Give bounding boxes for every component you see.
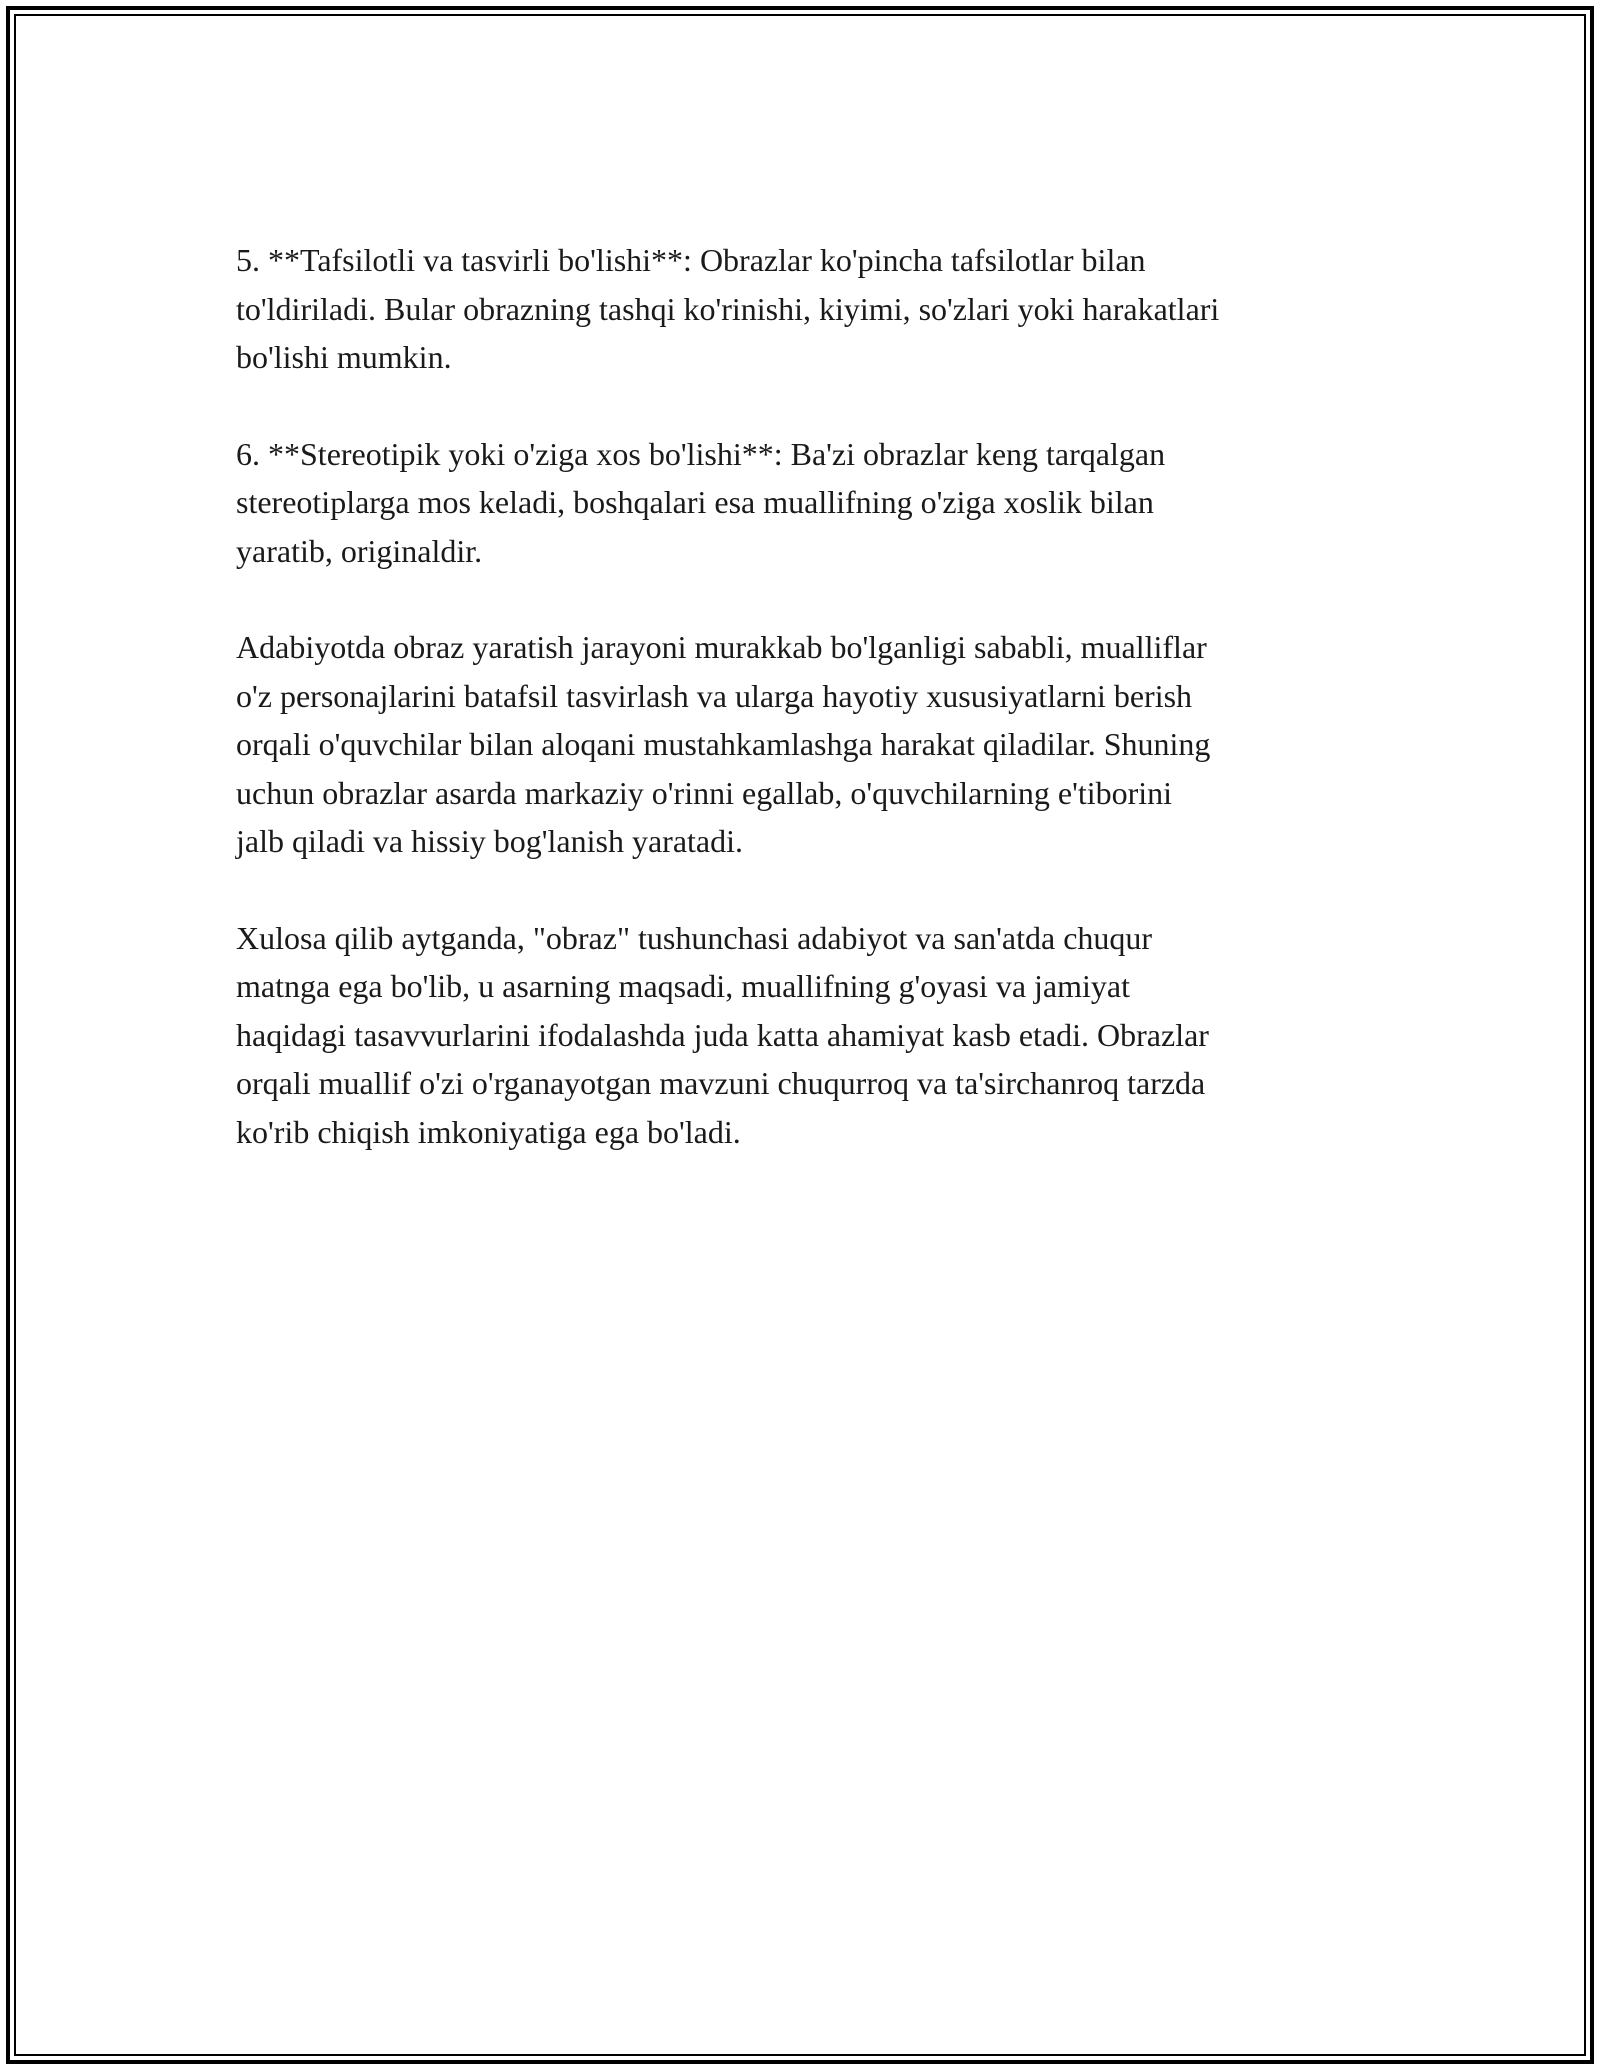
text-line: Xulosa qilib aytganda, "obraz" tushunchasi adabiyot va san'atda chuqur: [236, 919, 1153, 956]
text-line: 6. **Stereotipik yoki o'ziga xos bo'lishi**: Ba'zi obrazlar keng tarqalgan: [236, 435, 1166, 472]
text-line: bo'lishi mumkin.: [236, 339, 452, 375]
document-body: [236, 236, 1376, 1204]
paragraph-body: [236, 623, 1376, 866]
paragraph-item-6: [236, 430, 1376, 576]
text-line: uchun obrazlar asarda markaziy o'rinni egallab, o'quvchilarning e'tiborini: [236, 774, 1173, 811]
text-line: to'ldiriladi. Bular obrazning tashqi ko'rinishi, kiyimi, so'zlari yoki harakatlari: [236, 290, 1220, 327]
text-line: matnga ega bo'lib, u asarning maqsadi, muallifning g'oyasi va jamiyat: [236, 968, 1130, 1004]
text-line: haqidagi tasavvurlarini ifodalashda juda katta ahamiyat kasb etadi. Obrazlar: [236, 1016, 1209, 1053]
text-line: orqali muallif o'zi o'rganayotgan mavzuni chuqurroq va ta'sirchanroq tarzda: [236, 1065, 1206, 1101]
paragraph-conclusion: [236, 914, 1376, 1157]
text-line: 5. **Tafsilotli va tasvirli bo'lishi**: Obrazlar ko'pincha tafsilotlar bilan: [236, 242, 1146, 278]
text-line: orqali o'quvchilar bilan aloqani mustahkamlashga harakat qiladilar. Shuning: [236, 726, 1211, 762]
text-line: ko'rib chiqish imkoniyatiga ega bo'ladi.: [236, 1113, 741, 1150]
text-line: Adabiyotda obraz yaratish jarayoni murakkab bo'lganligi sababli, mualliflar: [236, 629, 1207, 665]
text-line: stereotiplarga mos keladi, boshqalari esa muallifning o'ziga xoslik bilan: [236, 484, 1154, 520]
text-line: o'z personajlarini batafsil tasvirlash va ularga hayotiy xususiyatlarni berish: [236, 677, 1193, 714]
text-line: jalb qiladi va hissiy bog'lanish yaratadi.: [236, 823, 743, 859]
paragraph-item-5: [236, 236, 1376, 382]
text-line: yaratib, originaldir.: [236, 532, 483, 569]
